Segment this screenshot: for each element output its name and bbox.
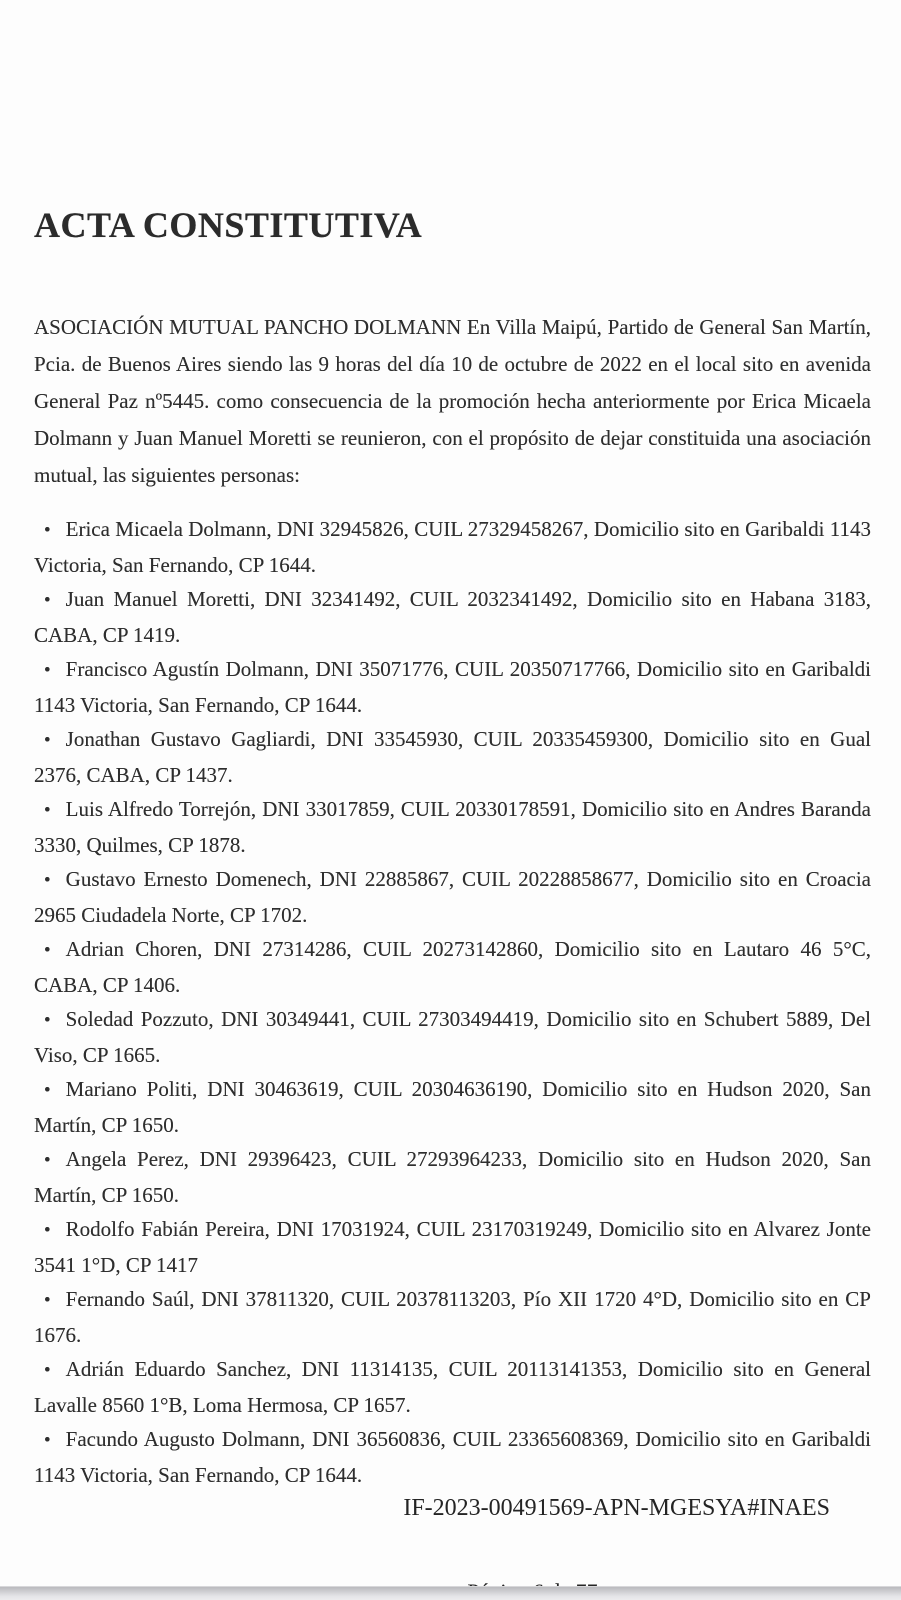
bullet-icon: •: [44, 870, 51, 892]
bullet-icon: •: [44, 1150, 51, 1172]
participant-text: Rodolfo Fabián Pereira, DNI 17031924, CUIL 23170319249, Domicilio sito en Alvarez Jonte 3541 1°D, CP 1417: [34, 1217, 871, 1278]
list-item: [34, 582, 871, 652]
viewer-bottom-bar: [0, 1586, 901, 1600]
participant-text: Mariano Politi, DNI 30463619, CUIL 20304636190, Domicilio sito en Hudson 2020, San Martín, CP 1650.: [34, 1077, 871, 1138]
bullet-icon: •: [44, 1360, 51, 1382]
participant-text: Luis Alfredo Torrejón, DNI 33017859, CUIL 20330178591, Domicilio sito en Andres Baranda 3330, Quilmes, CP 1878.: [34, 797, 871, 858]
document-title: ACTA CONSTITUTIVA: [34, 205, 423, 245]
bullet-icon: •: [44, 1430, 51, 1452]
list-item: [34, 512, 871, 582]
participant-text: Fernando Saúl, DNI 37811320, CUIL 20378113203, Pío XII 1720 4°D, Domicilio sito en CP 1676.: [34, 1287, 871, 1348]
list-item: [34, 1002, 871, 1072]
bullet-icon: •: [44, 590, 51, 612]
participant-text: Erica Micaela Dolmann, DNI 32945826, CUIL 27329458267, Domicilio sito en Garibaldi 1143 Victoria, San Fernando, CP 1644.: [34, 517, 871, 578]
participant-text: Jonathan Gustavo Gagliardi, DNI 33545930, CUIL 20335459300, Domicilio sito en Gual 2376, CABA, CP 1437.: [34, 727, 871, 788]
list-item: [34, 652, 871, 722]
bullet-icon: •: [44, 800, 51, 822]
bullet-icon: •: [44, 730, 51, 752]
participant-text: Adrian Choren, DNI 27314286, CUIL 20273142860, Domicilio sito en Lautaro 46 5°C, CABA, CP 1406.: [34, 937, 871, 998]
list-item: [34, 1282, 871, 1352]
list-item: [34, 1212, 871, 1282]
bullet-icon: •: [44, 940, 51, 962]
participant-text: Juan Manuel Moretti, DNI 32341492, CUIL 2032341492, Domicilio sito en Habana 3183, CABA, CP 1419.: [34, 587, 871, 648]
participant-text: Adrián Eduardo Sanchez, DNI 11314135, CUIL 20113141353, Domicilio sito en General Lavalle 8560 1°B, Loma Hermosa, CP 1657.: [34, 1357, 871, 1418]
bullet-icon: •: [44, 1010, 51, 1032]
participant-text: Gustavo Ernesto Domenech, DNI 22885867, CUIL 20228858677, Domicilio sito en Croacia 2965 Ciudadela Norte, CP 1702.: [34, 867, 871, 928]
document-reference-stamp: IF-2023-00491569-APN-MGESYA#INAES: [403, 1495, 830, 1522]
participant-text: Francisco Agustín Dolmann, DNI 35071776, CUIL 20350717766, Domicilio sito en Garibaldi 1143 Victoria, San Fernando, CP 1644.: [34, 657, 871, 718]
participant-text: Angela Perez, DNI 29396423, CUIL 27293964233, Domicilio sito en Hudson 2020, San Martín, CP 1650.: [34, 1147, 871, 1208]
list-item: [34, 1422, 871, 1492]
participant-text: Facundo Augusto Dolmann, DNI 36560836, CUIL 23365608369, Domicilio sito en Garibaldi 1143 Victoria, San Fernando, CP 1644.: [34, 1427, 871, 1488]
list-item: [34, 862, 871, 932]
bullet-icon: •: [44, 1220, 51, 1242]
participants-list: [34, 512, 871, 1492]
list-item: [34, 1072, 871, 1142]
bullet-icon: •: [44, 520, 51, 542]
list-item: [34, 792, 871, 862]
list-item: [34, 1352, 871, 1422]
bullet-icon: •: [44, 660, 51, 682]
list-item: [34, 1142, 871, 1212]
intro-paragraph: ASOCIACIÓN MUTUAL PANCHO DOLMANN En Villa Maipú, Partido de General San Martín, Pcia. de Buenos Aires siendo las 9 horas del día 10 de octubre de 2022 en el local sito en avenida General Paz nº5445. como consecuencia de la promoción hecha anteriormente por Erica Micaela Dolmann y Juan Manuel Moretti se reunieron, con el propósito de dejar constituida una asociación mutual, las siguientes personas:: [34, 315, 871, 488]
list-item: [34, 722, 871, 792]
bullet-icon: •: [44, 1290, 51, 1312]
bullet-icon: •: [44, 1080, 51, 1102]
participant-text: Soledad Pozzuto, DNI 30349441, CUIL 27303494419, Domicilio sito en Schubert 5889, Del Viso, CP 1665.: [34, 1007, 871, 1068]
list-item: [34, 932, 871, 1002]
